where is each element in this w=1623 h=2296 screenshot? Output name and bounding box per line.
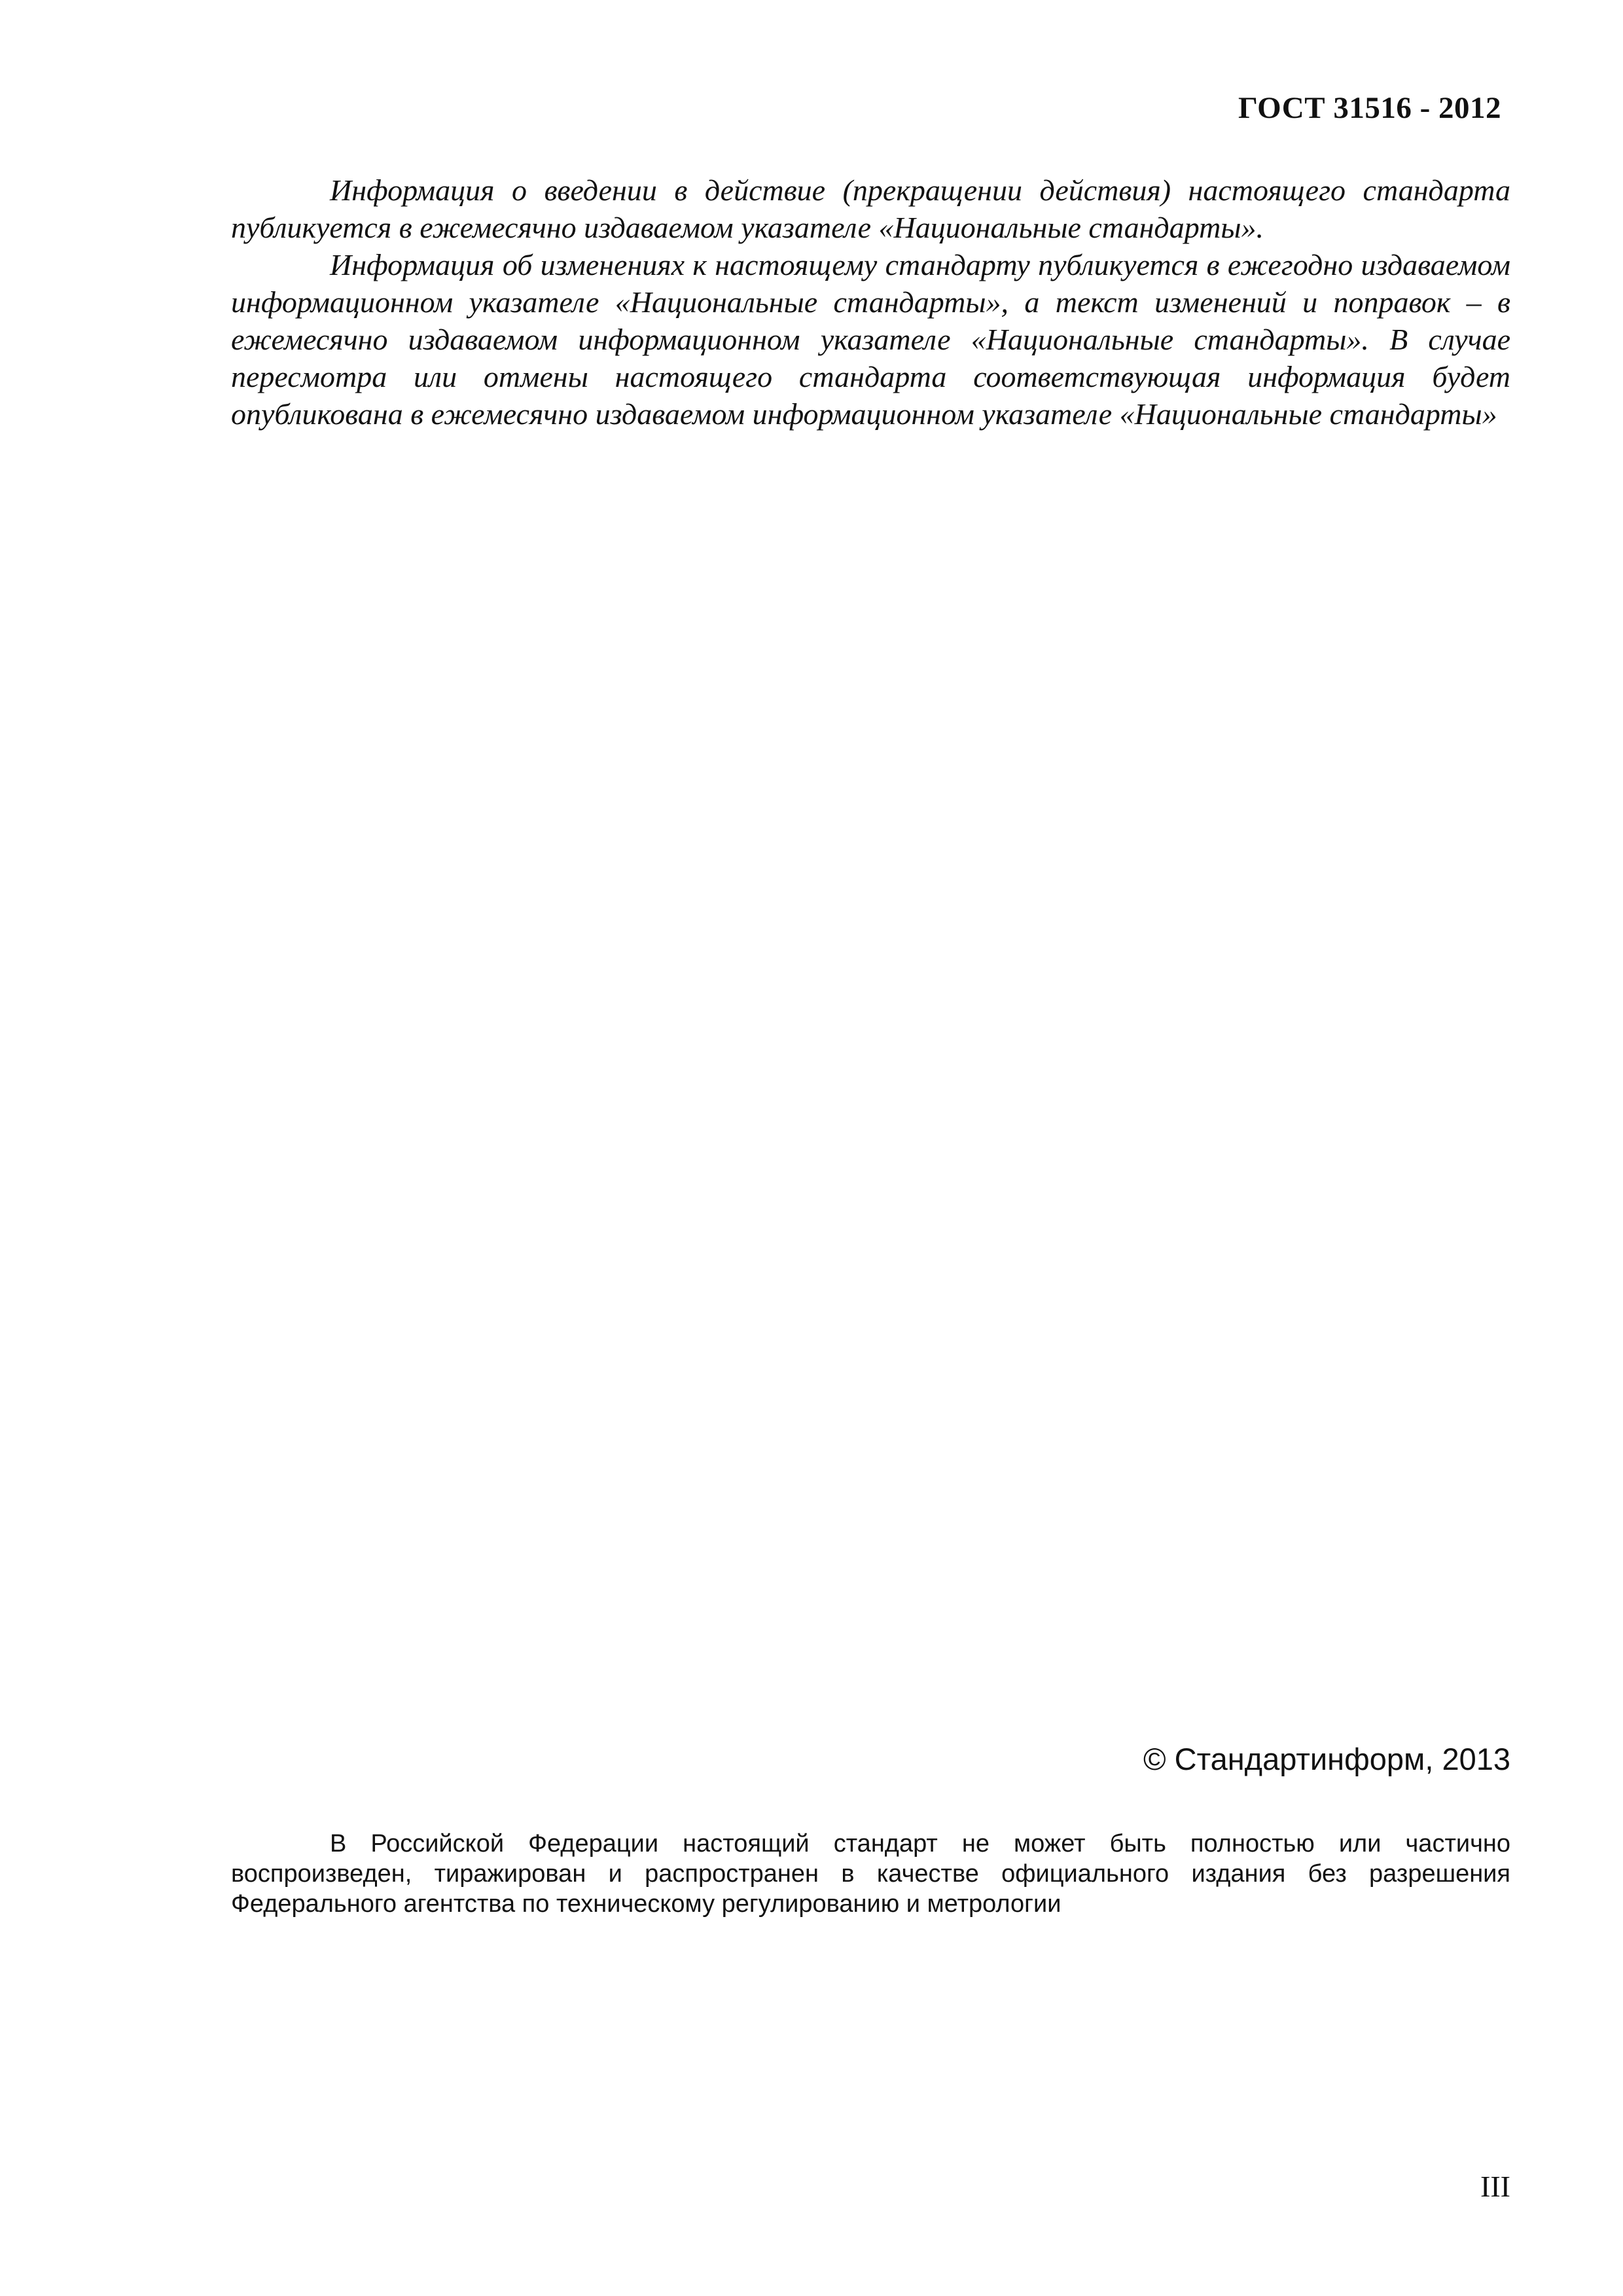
info-paragraph-changes: Информация об изменениях к настоящему стандарту публикуется в ежегодно издаваемом информационном указателе «Национальные стандарты», а текст изменений и поправок – в ежемесячно издаваемом информационном указателе «Национальные стандарты». В случае пересмотра или отмены настоящего стандарта соответствующая информация будет опубликована в ежемесячно издаваемом информационном указателе «Национальные стандарты» bbox=[231, 248, 1510, 431]
reproduction-notice: В Российской Федерации настоящий стандарт не может быть полностью или частично воспроизведен, тиражирован и распространен в качестве официального издания без разрешения Федерального агентства по техническому регулированию и метрологии bbox=[231, 1830, 1510, 1918]
info-paragraph-introduction: Информация о введении в действие (прекращении действия) настоящего стандарта публикуется в ежемесячно издаваемом указателе «Национальные стандарты». bbox=[231, 173, 1510, 244]
page-number: III bbox=[1480, 2170, 1510, 2203]
copyright-line: © Стандартинформ, 2013 bbox=[1143, 1742, 1510, 1776]
document-code-header: ГОСТ 31516 - 2012 bbox=[1238, 91, 1501, 125]
info-block bbox=[231, 171, 1510, 433]
